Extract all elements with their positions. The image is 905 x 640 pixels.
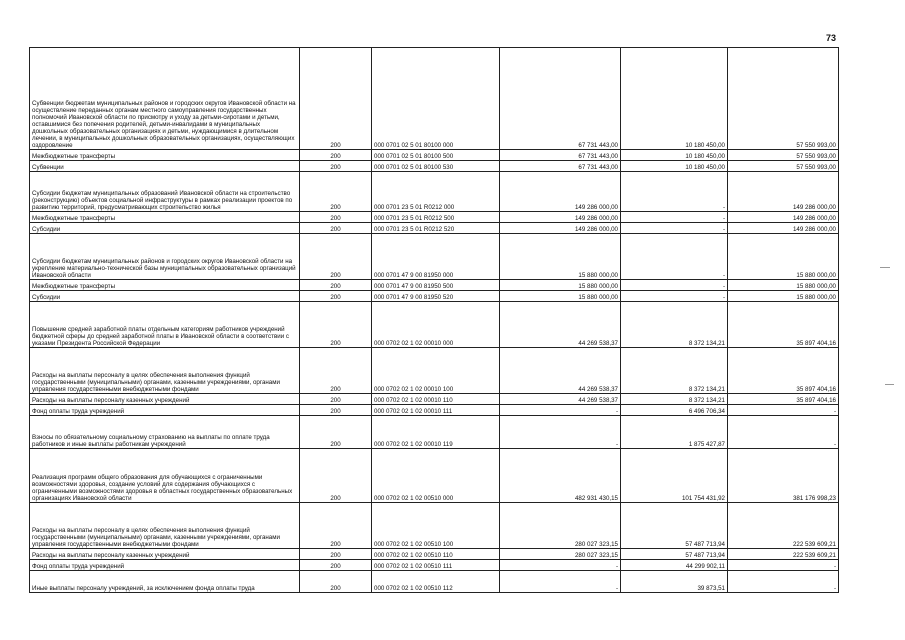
cell-c: 35 897 404,16 <box>728 348 839 394</box>
cell-b: 44 299 902,11 <box>621 560 728 571</box>
cell-b: 1 875 427,87 <box>621 416 728 449</box>
cell-c: - <box>728 571 839 593</box>
budget-table-body <box>30 48 839 593</box>
table-row <box>30 212 839 223</box>
cell-name: Реализация программ общего образования для обучающихся с ограниченными возможностями здоровья, создание условий для содержания обучающихся с ограниченными возможностями здоровья в областных государственных образовательных организациях Ивановской области <box>30 449 300 503</box>
cell-b: - <box>621 234 728 280</box>
cell-b: - <box>621 172 728 212</box>
cell-name: Расходы на выплаты персоналу казенных учреждений <box>30 549 300 560</box>
cell-code: 200 <box>300 405 372 416</box>
table-row <box>30 449 839 503</box>
cell-b: 8 372 134,21 <box>621 302 728 348</box>
cell-code: 200 <box>300 150 372 161</box>
cell-csr: 000 0701 02 5 01 80100 000 <box>372 48 500 150</box>
table-row <box>30 348 839 394</box>
cell-csr: 000 0702 02 1 02 00010 000 <box>372 302 500 348</box>
cell-c: 15 880 000,00 <box>728 280 839 291</box>
cell-a: - <box>500 571 621 593</box>
cell-c: 15 880 000,00 <box>728 234 839 280</box>
cell-b: 6 496 706,34 <box>621 405 728 416</box>
cell-csr: 000 0701 47 9 00 81950 000 <box>372 234 500 280</box>
table-row <box>30 223 839 234</box>
table-row <box>30 560 839 571</box>
cell-csr: 000 0702 02 1 02 00010 110 <box>372 394 500 405</box>
cell-a: - <box>500 560 621 571</box>
cell-b: 10 180 450,00 <box>621 150 728 161</box>
cell-b: - <box>621 223 728 234</box>
cell-c: 381 176 998,23 <box>728 449 839 503</box>
cell-a: - <box>500 405 621 416</box>
cell-c: 57 550 993,00 <box>728 150 839 161</box>
cell-code: 200 <box>300 212 372 223</box>
cell-a: 44 269 538,37 <box>500 394 621 405</box>
cell-b: - <box>621 280 728 291</box>
cell-csr: 000 0702 02 1 02 00010 119 <box>372 416 500 449</box>
cell-b: 8 372 134,21 <box>621 348 728 394</box>
margin-mark <box>880 267 890 268</box>
cell-a: 149 286 000,00 <box>500 172 621 212</box>
cell-name: Субсидии <box>30 223 300 234</box>
cell-a: 15 880 000,00 <box>500 234 621 280</box>
cell-name: Фонд оплаты труда учреждений <box>30 560 300 571</box>
table-row <box>30 416 839 449</box>
cell-code: 200 <box>300 223 372 234</box>
table-row <box>30 394 839 405</box>
cell-c: 149 286 000,00 <box>728 223 839 234</box>
cell-csr: 000 0702 02 1 02 00510 110 <box>372 549 500 560</box>
budget-table <box>29 47 839 593</box>
cell-name: Субсидии бюджетам муниципальных районов и городских округов Ивановской области на укрепление материально-технической базы муниципальных образовательных организаций Ивановской области <box>30 234 300 280</box>
cell-csr: 000 0702 02 1 02 00510 112 <box>372 571 500 593</box>
cell-name: Субсидии <box>30 291 300 302</box>
cell-name: Взносы по обязательному социальному страхованию на выплаты по оплате труда работников и иные выплаты работникам учреждений <box>30 416 300 449</box>
cell-code: 200 <box>300 449 372 503</box>
table-row <box>30 571 839 593</box>
cell-csr: 000 0702 02 1 02 00010 111 <box>372 405 500 416</box>
cell-b: 8 372 134,21 <box>621 394 728 405</box>
cell-c: 149 286 000,00 <box>728 172 839 212</box>
table-row <box>30 280 839 291</box>
cell-a: 44 269 538,37 <box>500 348 621 394</box>
cell-c: 57 550 993,00 <box>728 161 839 172</box>
cell-csr: 000 0702 02 1 02 00510 111 <box>372 560 500 571</box>
cell-name: Иные выплаты персоналу учреждений, за исключением фонда оплаты труда <box>30 571 300 593</box>
cell-code: 200 <box>300 280 372 291</box>
cell-name: Субвенции <box>30 161 300 172</box>
table-row <box>30 172 839 212</box>
cell-a: 67 731 443,00 <box>500 48 621 150</box>
cell-csr: 000 0701 47 9 00 81950 520 <box>372 291 500 302</box>
cell-c: - <box>728 405 839 416</box>
cell-b: 39 873,51 <box>621 571 728 593</box>
cell-name: Расходы на выплаты персоналу в целях обеспечения выполнения функций государственными (муниципальными) органами, казенными учреждениями, органами управления государственными внебюджетными фондами <box>30 348 300 394</box>
cell-csr: 000 0701 23 5 01 R0212 000 <box>372 172 500 212</box>
cell-c: 222 539 609,21 <box>728 503 839 549</box>
cell-csr: 000 0702 02 1 02 00510 000 <box>372 449 500 503</box>
cell-b: - <box>621 291 728 302</box>
cell-name: Субвенции бюджетам муниципальных районов и городских округов Ивановской области на осуществление переданных органам местного самоуправления государственных полномочий Ивановской области по присмотру и уходу за детьми-сиротами и детьми, оставшимися без попечения родителей, детьми-инвалидами в муниципальных дошкольных образовательных организациях и детьми, нуждающимися в длительном лечении, в муниципальных дошкольных образовательных организациях, осуществляющих оздоровление <box>30 48 300 150</box>
cell-code: 200 <box>300 416 372 449</box>
table-row <box>30 405 839 416</box>
page-number: 73 <box>826 33 837 43</box>
cell-b: 57 487 713,94 <box>621 503 728 549</box>
cell-b: - <box>621 212 728 223</box>
table-row <box>30 150 839 161</box>
cell-csr: 000 0701 02 5 01 80100 530 <box>372 161 500 172</box>
cell-csr: 000 0701 23 5 01 R0212 500 <box>372 212 500 223</box>
cell-name: Расходы на выплаты персоналу казенных учреждений <box>30 394 300 405</box>
cell-code: 200 <box>300 560 372 571</box>
cell-code: 200 <box>300 161 372 172</box>
cell-a: 149 286 000,00 <box>500 212 621 223</box>
cell-b: 10 180 450,00 <box>621 48 728 150</box>
cell-name: Межбюджетные трансферты <box>30 280 300 291</box>
cell-a: 280 027 323,15 <box>500 549 621 560</box>
margin-mark <box>885 384 894 385</box>
cell-code: 200 <box>300 172 372 212</box>
cell-csr: 000 0702 02 1 02 00510 100 <box>372 503 500 549</box>
cell-name: Повышение средней заработной платы отдельным категориям работников учреждений бюджетной сферы до средней заработной платы в Ивановской области в соответствии с указами Президента Российской Федерации <box>30 302 300 348</box>
table-row <box>30 48 839 150</box>
cell-b: 57 487 713,94 <box>621 549 728 560</box>
cell-c: 15 880 000,00 <box>728 291 839 302</box>
cell-c: - <box>728 416 839 449</box>
cell-name: Фонд оплаты труда учреждений <box>30 405 300 416</box>
cell-name: Расходы на выплаты персоналу в целях обеспечения выполнения функций государственными (муниципальными) органами, казенными учреждениями, органами управления государственными внебюджетными фондами <box>30 503 300 549</box>
cell-a: 67 731 443,00 <box>500 150 621 161</box>
cell-a: 67 731 443,00 <box>500 161 621 172</box>
cell-code: 200 <box>300 234 372 280</box>
table-row <box>30 503 839 549</box>
cell-code: 200 <box>300 503 372 549</box>
cell-name: Субсидии бюджетам муниципальных образований Ивановской области на строительство (реконструкцию) объектов социальной инфраструктуры в рамках реализации проектов по развитию территорий, предусматривающих строительство жилья <box>30 172 300 212</box>
cell-a: - <box>500 416 621 449</box>
cell-a: 15 880 000,00 <box>500 291 621 302</box>
cell-b: 10 180 450,00 <box>621 161 728 172</box>
cell-c: 35 897 404,16 <box>728 394 839 405</box>
cell-code: 200 <box>300 291 372 302</box>
cell-name: Межбюджетные трансферты <box>30 150 300 161</box>
table-row <box>30 302 839 348</box>
cell-code: 200 <box>300 348 372 394</box>
table-row <box>30 291 839 302</box>
cell-a: 482 931 430,15 <box>500 449 621 503</box>
cell-c: 57 550 993,00 <box>728 48 839 150</box>
cell-c: 149 286 000,00 <box>728 212 839 223</box>
cell-csr: 000 0701 47 9 00 81950 500 <box>372 280 500 291</box>
cell-csr: 000 0702 02 1 02 00010 100 <box>372 348 500 394</box>
cell-code: 200 <box>300 394 372 405</box>
cell-b: 101 754 431,92 <box>621 449 728 503</box>
cell-csr: 000 0701 23 5 01 R0212 520 <box>372 223 500 234</box>
table-row <box>30 234 839 280</box>
cell-code: 200 <box>300 549 372 560</box>
cell-c: 35 897 404,16 <box>728 302 839 348</box>
cell-a: 149 286 000,00 <box>500 223 621 234</box>
cell-csr: 000 0701 02 5 01 80100 500 <box>372 150 500 161</box>
cell-name: Межбюджетные трансферты <box>30 212 300 223</box>
cell-c: 222 539 609,21 <box>728 549 839 560</box>
cell-c: - <box>728 560 839 571</box>
cell-code: 200 <box>300 48 372 150</box>
cell-code: 200 <box>300 571 372 593</box>
cell-a: 44 269 538,37 <box>500 302 621 348</box>
table-row <box>30 549 839 560</box>
cell-code: 200 <box>300 302 372 348</box>
cell-a: 280 027 323,15 <box>500 503 621 549</box>
table-row <box>30 161 839 172</box>
cell-a: 15 880 000,00 <box>500 280 621 291</box>
